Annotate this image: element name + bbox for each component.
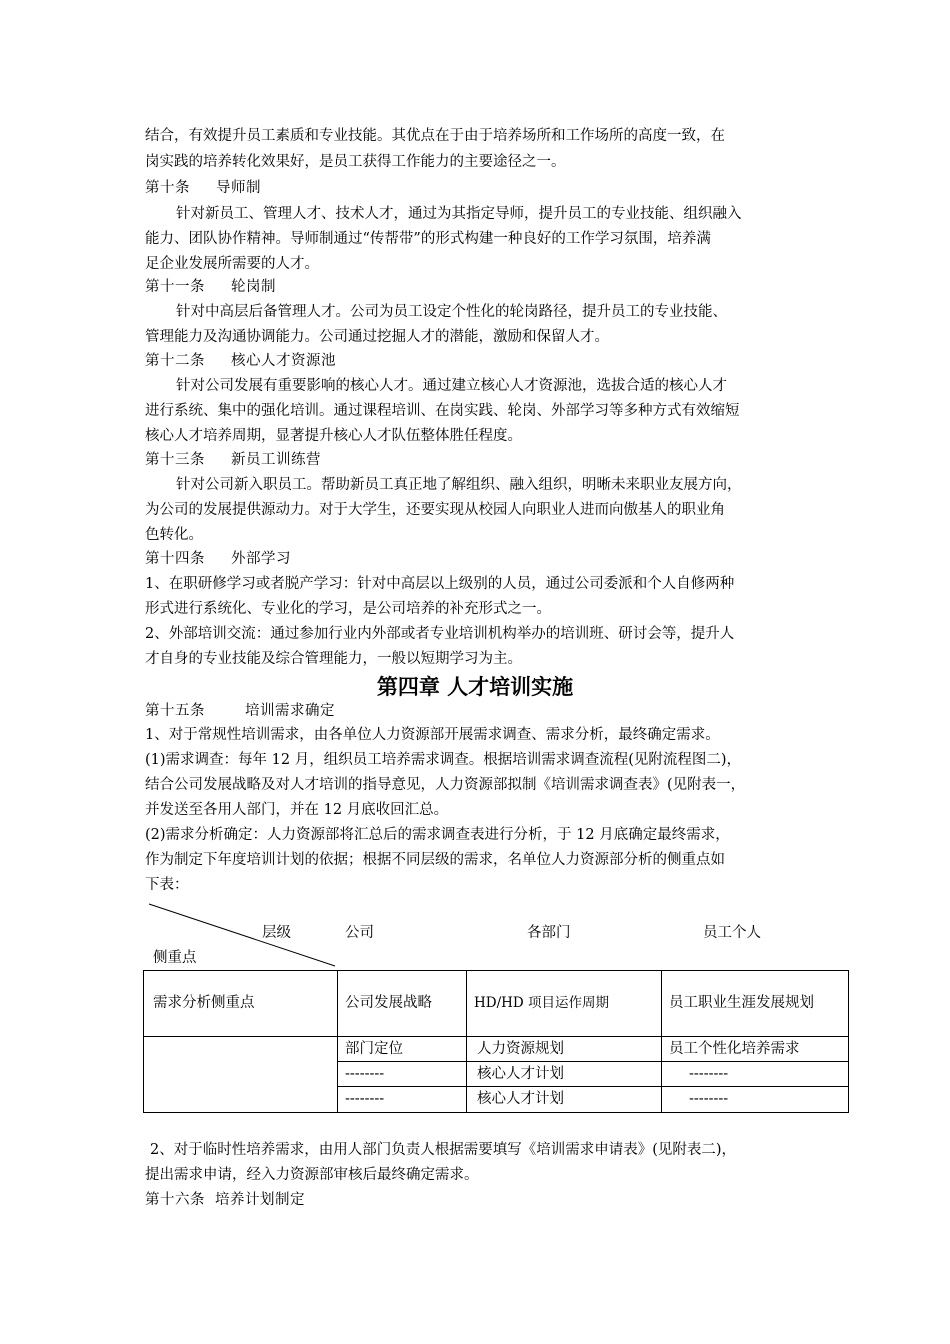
table-cell: -------- (345, 1066, 385, 1082)
chapter-title: 第四章 人才培训实施 (376, 675, 574, 699)
table-cell: HD/HD 项目运作周期 (474, 995, 610, 1011)
row-label: 需求分析侧重点 (153, 995, 255, 1011)
section-heading-14: 第十四条 外部学习 (145, 551, 291, 567)
table-cell: 核心人才计划 (477, 1066, 564, 1082)
paragraph-line: 岗实践的培养转化效果好，是员工获得工作能力的主要途径之一。 (145, 154, 566, 170)
section-heading-10: 第十条 导师制 (145, 180, 261, 196)
table-cell: -------- (345, 1091, 385, 1107)
paragraph-line: 结合公司发展战略及对人才培训的指导意见，人力资源部拟制《培训需求调查表》(见附表一， (145, 777, 746, 793)
paragraph-line: 核心人才培养周期，显著提升核心人才队伍整体胜任程度。 (145, 428, 522, 444)
table-cell: 公司发展战略 (345, 995, 432, 1011)
paragraph-line: 针对公司新入职员工。帮助新员工真正地了解组织、融入组织，明晰未来职业友展方向， (176, 477, 742, 493)
header-individual: 员工个人 (703, 925, 761, 941)
paragraph-line: 并发送至各用人部门，并在 12 月底收回汇总。 (145, 802, 449, 818)
header-company: 公司 (345, 925, 374, 941)
paragraph-line: 下表： (145, 877, 189, 893)
corner-header-focus: 侧重点 (153, 950, 197, 966)
paragraph-line: 1、对于常规性培训需求，由各单位人力资源部开展需求调查、需求分析，最终确定需求。 (145, 727, 720, 743)
paragraph-line: 色转化。 (145, 527, 203, 543)
corner-header-level: 层级 (262, 925, 291, 941)
paragraph-line: 1、在职研修学习或者脱产学习：针对中高层以上级别的人员，通过公司委派和个人自修两种 (145, 576, 735, 592)
section-heading-15: 第十五条 培训需求确定 (145, 703, 335, 719)
needs-analysis-table (143, 900, 849, 1114)
paragraph-line: 2、对于临时性培养需求，由用人部门负责人根据需要填写《培训需求申请表》(见附表二)， (150, 1142, 737, 1158)
table-cell: 部门定位 (345, 1041, 403, 1057)
paragraph-line: (2)需求分析确定：人力资源部将汇总后的需求调查表进行分析，于 12 月底确定最终需求， (145, 827, 730, 843)
section-heading-13: 第十三条 新员工训练营 (145, 452, 321, 468)
paragraph-line: 管理能力及沟通协调能力。公司通过挖掘人才的潜能，激励和保留人才。 (145, 329, 609, 345)
paragraph-line: 才自身的专业技能及综合管理能力，一般以短期学习为主。 (145, 651, 522, 667)
paragraph-line: 提出需求申请，经入力资源部审核后最终确定需求。 (145, 1167, 479, 1183)
table-cell: 人力资源规划 (477, 1041, 564, 1057)
section-heading-11: 第十一条 轮岗制 (145, 279, 276, 295)
section-heading-16: 第十六条 培养计划制定 (145, 1192, 305, 1208)
paragraph-line: 结合，有效提升员工素质和专业技能。其优点在于由于培养场所和工作场所的高度一致，在 (145, 128, 725, 144)
table-cell: -------- (689, 1066, 729, 1082)
paragraph-line: 为公司的发展提供源动力。对于大学生，还要实现从校园人向职业人进而向傲基人的职业角 (145, 502, 725, 518)
table-cell: 员工个性化培养需求 (669, 1041, 800, 1057)
paragraph-line: (1)需求调查：每年 12 月，组织员工培养需求调查。根据培训需求调查流程(见附流程图二)， (145, 752, 742, 768)
paragraph-line: 形式进行系统化、专业化的学习，是公司培养的补充形式之一。 (145, 601, 551, 617)
table-cell: -------- (689, 1091, 729, 1107)
paragraph-line: 针对新员工、管理人才、技术人才，通过为其指定导师，提升员工的专业技能、组织融入 (176, 206, 742, 222)
paragraph-line: 作为制定下年度培训计划的依据；根据不同层级的需求，名单位人力资源部分析的侧重点如 (145, 852, 725, 868)
header-department: 各部门 (527, 925, 571, 941)
paragraph-line: 针对中高层后备管理人才。公司为员工设定个性化的轮岗路径，提升员工的专业技能、 (176, 304, 727, 320)
section-heading-12: 第十二条 核心人才资源池 (145, 353, 336, 369)
paragraph-line: 针对公司发展有重要影响的核心人才。通过建立核心人才资源池，选拔合适的核心人才 (176, 378, 727, 394)
paragraph-line: 2、外部培训交流：通过参加行业内外部或者专业培训机构举办的培训班、研讨会等，提升人 (145, 626, 735, 642)
paragraph-line: 能力、团队协作精神。导师制通过“传帮带”的形式构建一种良好的工作学习氛围，培养满 (145, 231, 711, 247)
paragraph-line: 进行系统、集中的强化培训。通过课程培训、在岗实践、轮岗、外部学习等多种方式有效缩短 (145, 403, 740, 419)
table-cell: 核心人才计划 (477, 1091, 564, 1107)
table-cell: 员工职业生涯发展规划 (669, 995, 814, 1011)
paragraph-line: 足企业发展所需要的人才。 (145, 256, 319, 272)
